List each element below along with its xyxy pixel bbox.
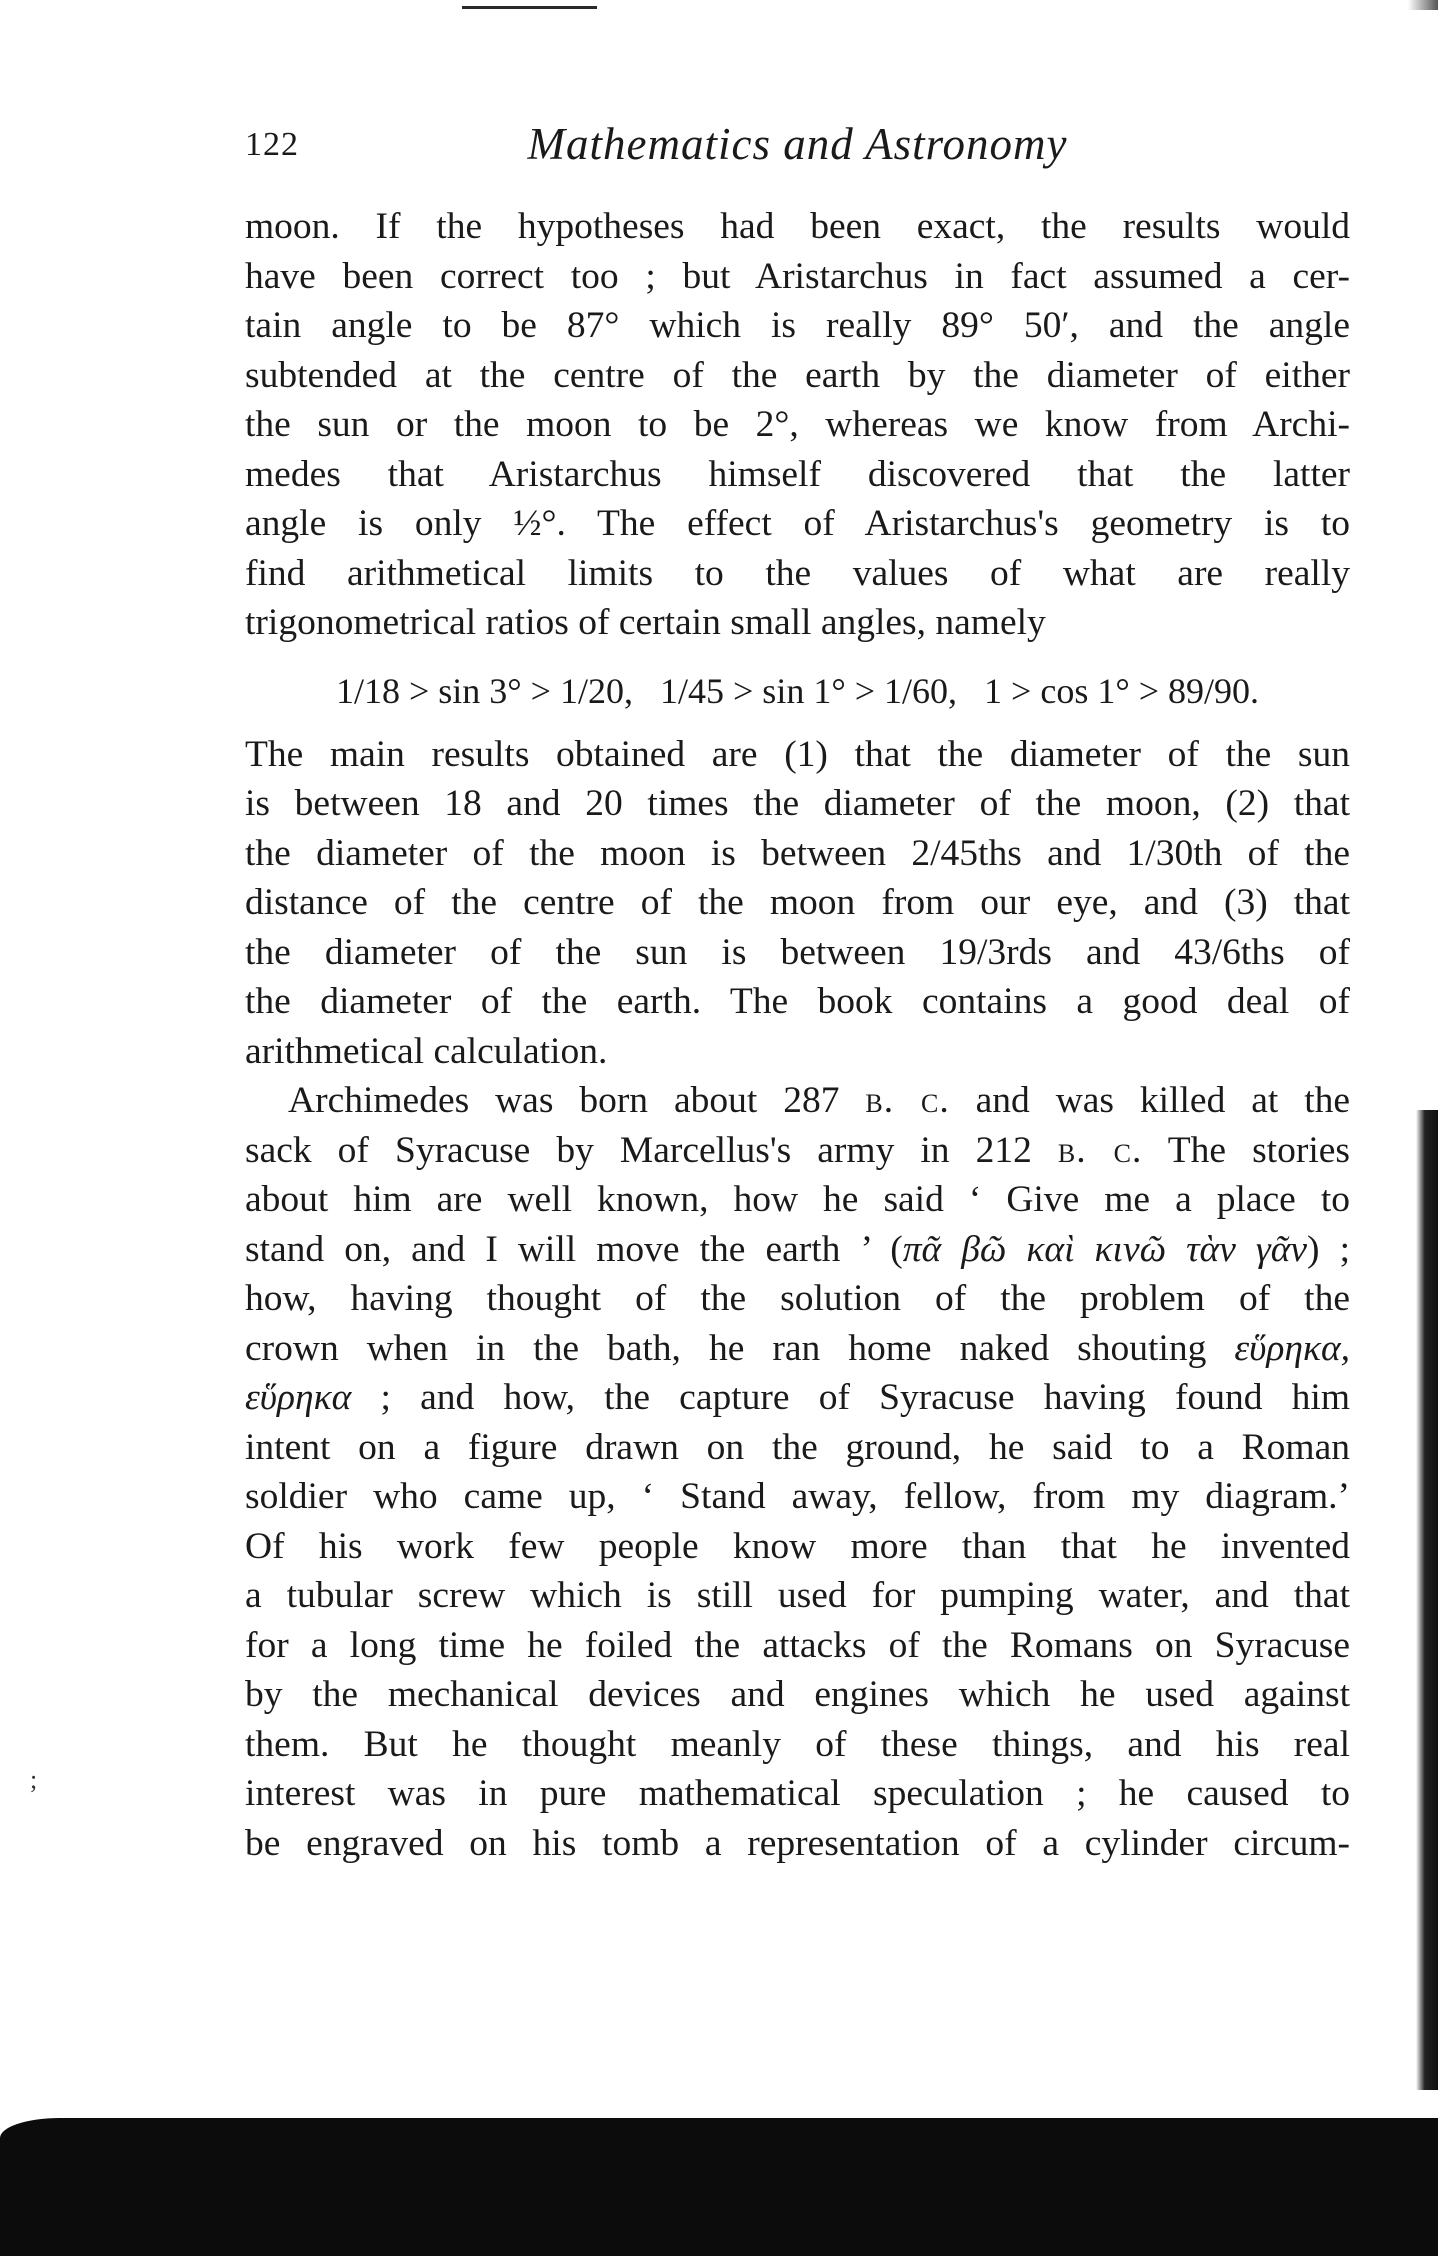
scan-edge-shadow: [1416, 1110, 1438, 2090]
text-line: moon. If the hypotheses had been exact, the results would: [245, 206, 1350, 247]
text-line: the sun or the moon to be 2°, whereas we know from Archi-: [245, 404, 1350, 445]
text-line: distance of the centre of the moon from our eye, and (3) that: [245, 882, 1350, 923]
paragraph-3: [245, 1076, 1350, 1868]
text-fragment: and was killed at the: [975, 1080, 1351, 1121]
text-fragment: ; and how, the capture of Syracuse having found him: [380, 1377, 1351, 1418]
text-line: be engraved on his tomb a representation of a cylinder circum-: [245, 1822, 1350, 1864]
text-line: [245, 1324, 1350, 1374]
era-abbreviation: b. c.: [1057, 1129, 1143, 1171]
era-abbreviation: b. c.: [865, 1080, 950, 1121]
text-line: intent on a figure drawn on the ground, he said to a Roman: [245, 1426, 1350, 1468]
paragraph-2: [245, 730, 1350, 1077]
text-line: find arithmetical limits to the values of what are really: [245, 552, 1350, 594]
greek-eureka: εὕρηκα,: [1234, 1327, 1351, 1369]
text-line: medes that Aristarchus himself discovered that the latter: [245, 453, 1350, 495]
text-line: by the mechanical devices and engines which he used against: [245, 1674, 1350, 1715]
text-line: tain angle to be 87° which is really 89° 50′, and the angle: [245, 305, 1350, 346]
text-line: subtended at the centre of the earth by the diameter of either: [245, 354, 1350, 396]
page-body: [245, 202, 1350, 1868]
text-line: a tubular screw which is still used for pumping water, and that: [245, 1575, 1350, 1616]
text-line: [245, 1126, 1350, 1176]
greek-eureka: εὕρηκα: [245, 1377, 352, 1418]
margin-mark: ;: [30, 1765, 38, 1794]
text-line: [245, 1373, 1350, 1423]
text-fragment: Archimedes was born about 287: [288, 1080, 840, 1121]
formula-part: 1/45 > sin 1° > 1/60,: [660, 670, 958, 711]
trig-inequalities: [245, 652, 1350, 730]
text-line: interest was in pure mathematical speculation ; he caused to: [245, 1773, 1350, 1814]
text-fragment: crown when in the bath, he ran home naked shouting: [245, 1327, 1207, 1369]
paragraph-1: [245, 202, 1350, 648]
page-number: 122: [245, 126, 299, 163]
text-line: for a long time he foiled the attacks of the Romans on Syracuse: [245, 1624, 1350, 1666]
text-fragment: The stories: [1167, 1129, 1350, 1171]
text-line: soldier who came up, ‘ Stand away, fellow, from my diagram.’: [245, 1476, 1350, 1517]
running-title: Mathematics and Astronomy: [527, 119, 1068, 169]
greek-quote: πᾶ βῶ καὶ κινῶ τὰν γᾶν: [902, 1228, 1308, 1270]
corner-mark: [1408, 0, 1438, 10]
text-line: is between 18 and 20 times the diameter of the moon, (2) that: [245, 783, 1350, 824]
text-fragment: sack of Syracuse by Marcellus's army in 212: [245, 1129, 1032, 1171]
scan-bottom-band: [0, 2118, 1438, 2256]
text-line: about him are well known, how he said ‘ Give me a place to: [245, 1179, 1350, 1220]
text-line: have been correct too ; but Aristarchus in fact assumed a cer-: [245, 255, 1350, 297]
top-rule: [462, 6, 597, 9]
text-line: [245, 1076, 1350, 1126]
formula-part: 1 > cos 1° > 89/90.: [984, 670, 1260, 711]
text-line: The main results obtained are (1) that the diameter of the sun: [245, 733, 1350, 775]
text-line: how, having thought of the solution of the problem of the: [245, 1278, 1350, 1319]
text-line: arithmetical calculation.: [245, 1030, 608, 1072]
text-line: angle is only ½°. The effect of Aristarchus's geometry is to: [245, 503, 1350, 544]
text-line: [245, 1225, 1350, 1275]
text-line: the diameter of the moon is between 2/45ths and 1/30th of the: [245, 832, 1350, 874]
text-line: the diameter of the earth. The book contains a good deal of: [245, 981, 1350, 1022]
text-line: Of his work few people know more than that he invented: [245, 1525, 1350, 1567]
formula-part: 1/18 > sin 3° > 1/20,: [335, 670, 633, 711]
text-fragment: ) ;: [1307, 1228, 1350, 1270]
page-header: [245, 118, 1350, 178]
text-line: the diameter of the sun is between 19/3rds and 43/6ths of: [245, 931, 1350, 973]
text-line: trigonometrical ratios of certain small angles, namely: [245, 602, 1046, 643]
text-fragment: stand on, and I will move the earth ’ (: [245, 1228, 903, 1270]
text-line: them. But he thought meanly of these things, and his real: [245, 1723, 1350, 1765]
